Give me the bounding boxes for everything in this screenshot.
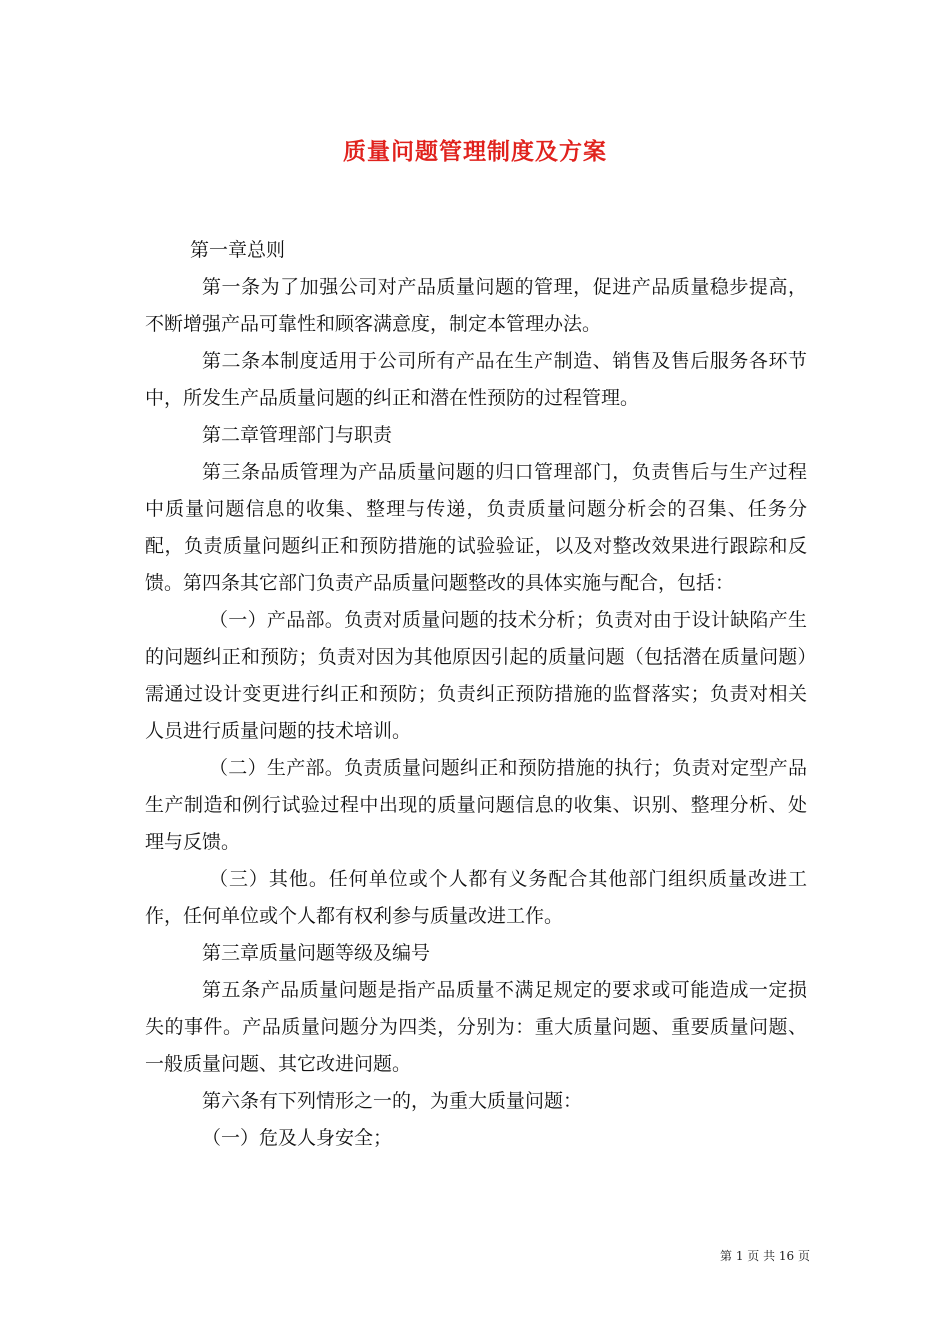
paragraph: （一）产品部。负责对质量问题的技术分析；负责对由于设计缺陷产生的问题纠正和预防；负责对因为其他原因引起的质量问题（包括潜在质量问题）需通过设计变更进行纠正和预防；负责纠正预防措施的监督落实；负责对相关人员进行质量问题的技术培训。: [145, 609, 807, 742]
paragraph: 第六条有下列情形之一的，为重大质量问题：: [202, 1090, 583, 1112]
paragraph: （一）危及人身安全；: [202, 1127, 393, 1149]
paragraph: （二）生产部。负责质量问题纠正和预防措施的执行；负责对定型产品生产制造和例行试验过程中出现的质量问题信息的收集、识别、整理分析、处理与反馈。: [145, 757, 807, 853]
paragraph: 第二条本制度适用于公司所有产品在生产制造、销售及售后服务各环节中，所发生产品质量问题的纠正和潜在性预防的过程管理。: [145, 350, 807, 409]
paragraph: 第五条产品质量问题是指产品质量不满足规定的要求或可能造成一定损失的事件。产品质量问题分为四类，分别为：重大质量问题、重要质量问题、一般质量问题、其它改进问题。: [145, 979, 807, 1075]
paragraph: 第一条为了加强公司对产品质量问题的管理，促进产品质量稳步提高，不断增强产品可靠性和顾客满意度，制定本管理办法。: [145, 276, 807, 335]
chapter-heading-3: 第三章质量问题等级及编号: [202, 942, 431, 964]
paragraph: （三）其他。任何单位或个人都有义务配合其他部门组织质量改进工作，任何单位或个人都有权利参与质量改进工作。: [145, 868, 807, 927]
document-title: 质量问题管理制度及方案: [343, 138, 607, 165]
chapter-heading-1: 第一章总则: [190, 239, 286, 261]
paragraph: 第三条品质管理为产品质量问题的归口管理部门，负责售后与生产过程中质量问题信息的收集、整理与传递，负责质量问题分析会的召集、任务分配，负责质量问题纠正和预防措施的试验验证，以及对整改效果进行跟踪和反馈。第四条其它部门负责产品质量问题整改的具体实施与配合，包括：: [145, 461, 807, 594]
page-number: 第 1 页 共 16 页: [720, 1249, 810, 1263]
chapter-heading-2: 第二章管理部门与职责: [202, 424, 393, 446]
document-body: [145, 232, 807, 1157]
